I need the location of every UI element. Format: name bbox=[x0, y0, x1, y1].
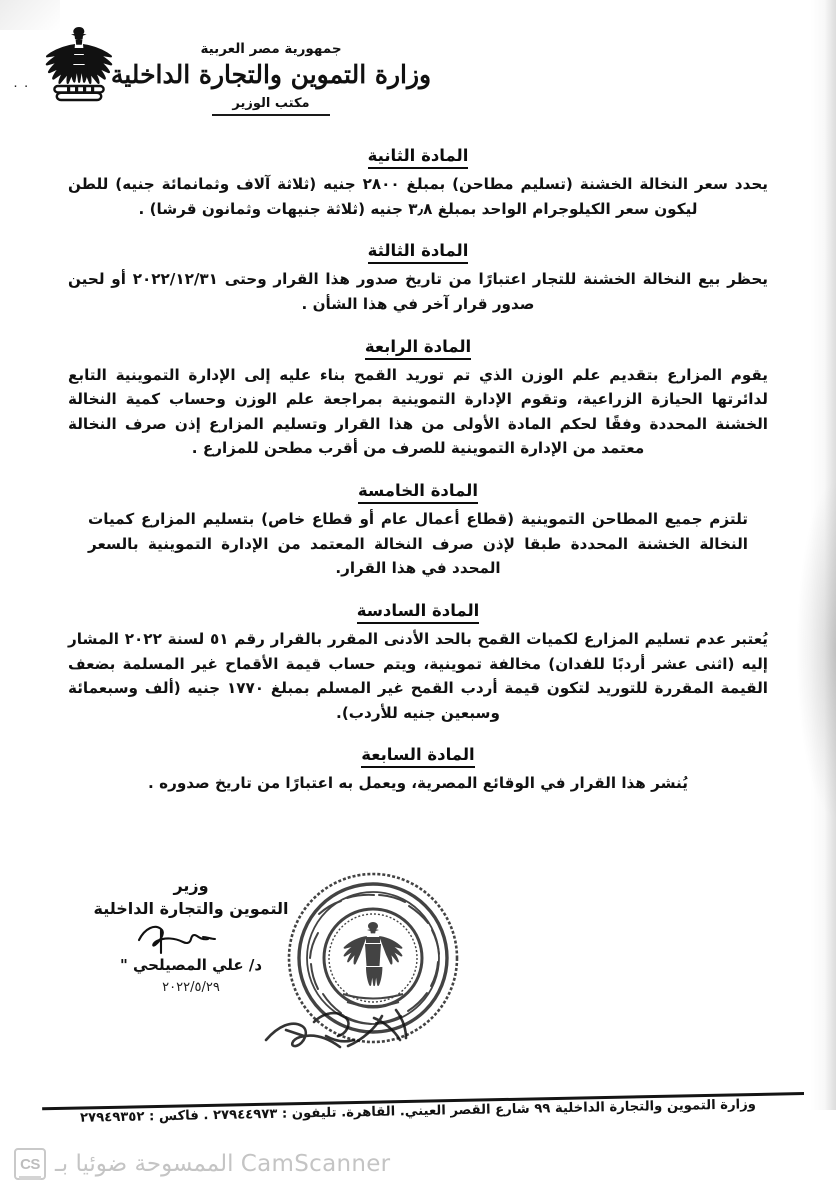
signature-date: ٢٠٢٢/٥/٢٩ bbox=[162, 980, 220, 995]
camscanner-watermark bbox=[14, 1148, 390, 1180]
ministry-title-block bbox=[36, 42, 506, 116]
article-body: يقوم المزارع بتقديم علم الوزن الذي تم توريد القمح بناء عليه إلى الإدارة التموينية التابع لدائرتها الحيازة الزراعية، وتقوم الإدارة التموينية بمراجعة علم الوزن وحساب كمية النخالة الخشنة المحددة وفقًا لحكم المادة الأولى من هذا القرار وتسليم المزارع إذن صرف النخالة معتمد من الإدارة التموينية للصرف من أقرب مطحن للمزارع . bbox=[68, 365, 768, 458]
handwritten-signature bbox=[131, 920, 251, 956]
article-seven bbox=[0, 745, 836, 796]
article-title: المادة الثالثة bbox=[368, 241, 469, 264]
article-body: يحظر بيع النخالة الخشنة للتجار اعتبارًا من تاريخ صدور هذا القرار وحتى ٢٠٢٢/١٢/٣١ أو لحين صدور قرار آخر في هذا الشأن . bbox=[68, 270, 768, 313]
article-two bbox=[0, 146, 836, 221]
signer-role-line-1: وزير bbox=[173, 876, 209, 895]
spacer bbox=[0, 465, 836, 481]
article-body: يُعتبر عدم تسليم المزارع لكميات القمح بالحد الأدنى المقرر بالقرار رقم ٥١ لسنة ٢٠٢٢ المشار إليه (اثنى عشر أردبًا للفدان) مخالفة تموينية، ويتم حساب قيمة الأقماح غير المسلمة بضعف القيمة المقررة للتوريد لتكون قيمة أردب القمح غير المسلم بمبلغ ١٧٧٠ جنيه (ألف وسبعمائة وسبعين جنيه للأردب). bbox=[68, 629, 768, 722]
spacer bbox=[0, 321, 836, 337]
office-underline bbox=[212, 114, 330, 116]
office-name: مكتب الوزير bbox=[232, 96, 310, 112]
country-name: جمهورية مصر العربية bbox=[200, 41, 342, 57]
article-three bbox=[0, 241, 836, 316]
spacer bbox=[0, 585, 836, 601]
footer-address: وزارة التموين والتجارة الداخلية ٩٩ شارع القصر العيني. القاهرة. تليفون : ٢٧٩٤٤٩٧٣ . فاكس : ٢٧٩٤٩٣٥٢ bbox=[79, 1097, 757, 1126]
article-title: المادة السادسة bbox=[357, 601, 480, 624]
document-header bbox=[0, 18, 836, 148]
spacer bbox=[0, 225, 836, 241]
camscanner-logo-icon bbox=[14, 1148, 46, 1180]
signer-name: د/ علي المصيلحي " bbox=[119, 956, 263, 974]
header-dot-marks: ٠ ٠ bbox=[12, 78, 30, 93]
camscanner-badge-text: CS bbox=[20, 1155, 40, 1173]
articles-container bbox=[0, 146, 836, 800]
article-five bbox=[0, 481, 836, 581]
spacer bbox=[0, 729, 836, 745]
article-title: المادة الثانية bbox=[368, 146, 469, 169]
article-title: المادة الخامسة bbox=[358, 481, 478, 504]
article-title: المادة الرابعة bbox=[365, 337, 471, 360]
handwritten-annotation bbox=[256, 1000, 436, 1060]
article-six bbox=[0, 601, 836, 726]
camscanner-badge-base bbox=[19, 1176, 41, 1180]
article-body: تلتزم جميع المطاحن التموينية (قطاع أعمال عام أو قطاع خاص) بتسليم المزارع كميات النخالة الخشنة المحددة طبقا لإذن صرف النخالة المعتمد من الإدارة التموينية بالسعر المحدد في هذا القرار. bbox=[88, 510, 748, 578]
signer-role-line-2: التموين والتجارة الداخلية bbox=[93, 899, 289, 918]
article-body: يحدد سعر النخالة الخشنة (تسليم مطاحن) بمبلغ ٢٨٠٠ جنيه (ثلاثة آلاف وثمانمائة جنيه) للطن ليكون سعر الكيلوجرام الواحد بمبلغ ٣٫٨ جنيه (ثلاثة جنيهات وثمانون قرشا) . bbox=[68, 175, 768, 218]
article-body: يُنشر هذا القرار في الوقائع المصرية، ويعمل به اعتبارًا من تاريخ صدوره . bbox=[148, 774, 688, 793]
article-title: المادة السابعة bbox=[361, 745, 474, 768]
ministry-name: وزارة التموين والتجارة الداخلية bbox=[110, 59, 432, 89]
signature-text-group bbox=[66, 876, 316, 995]
signature-block bbox=[0, 872, 836, 1072]
article-four bbox=[0, 337, 836, 462]
camscanner-watermark-text: الممسوحة ضوئيا بـ CamScanner bbox=[55, 1151, 391, 1177]
